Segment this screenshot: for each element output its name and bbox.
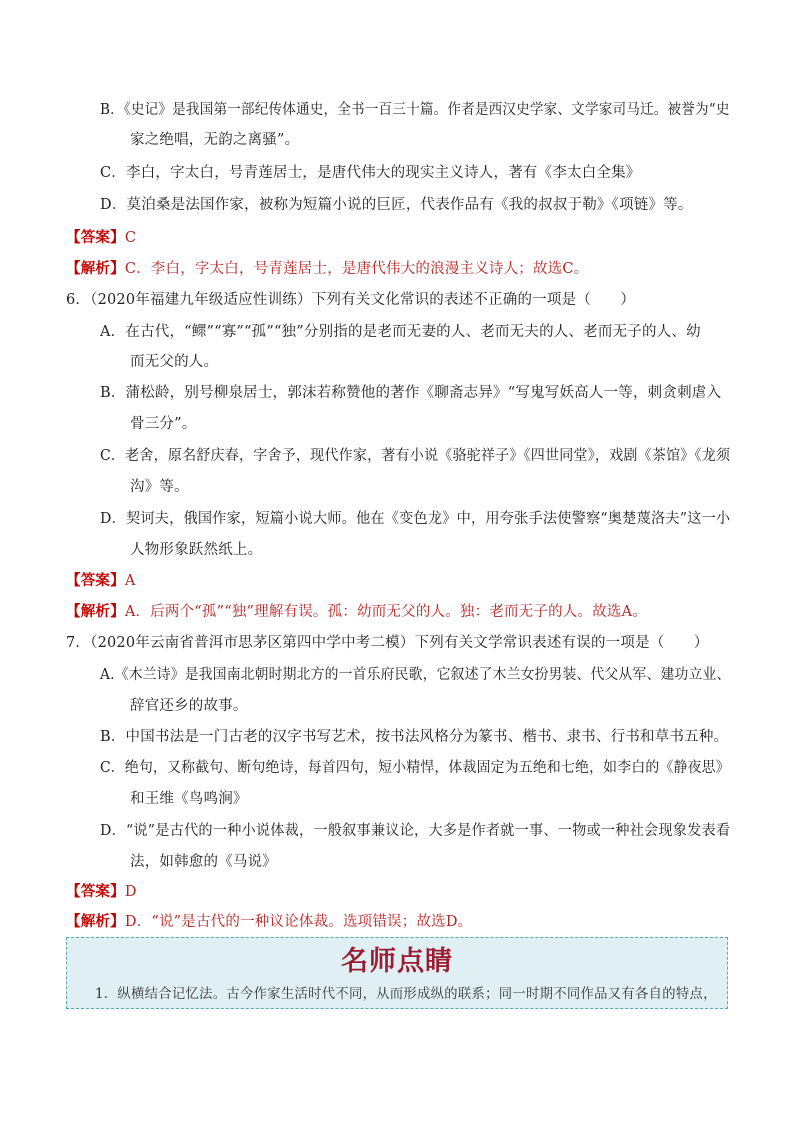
answer-tag: 【答案】 [66,883,125,900]
q7-answer [66,882,137,902]
q7-option-b: B．中国书法是一门古老的汉字书写艺术，按书法风格分为篆书、楷书、隶书、行书和草书五种。 [100,729,729,745]
q7-stem: 7．（2020年云南省普洱市思茅区第四中学中考二模）下列有关文学常识表述有误的一项是（ ） [66,635,709,651]
q6-option-b-line2: 骨三分”。 [130,416,197,432]
q6-option-a-line2: 而无父的人。 [130,354,219,370]
q5-option-c: C．李白，字太白，号青莲居士，是唐代伟大的现实主义诗人，著有《李太白全集》 [100,165,641,181]
analysis-text: A．后两个“孤”“独”理解有误。孤：幼而无父的人。独：老而无子的人。故选A。 [124,604,648,620]
q6-option-a-line1: A．在古代，“鳏”“寡”“孤”“独”分别指的是老而无妻的人、老而无夫的人、老而无子的人、幼 [100,324,701,340]
q7-option-d-line2: 法，如韩愈的《马说》 [130,854,277,870]
q7-option-a-line2: 辞官还乡的故事。 [130,698,248,714]
q6-option-d-line2: 人物形象跃然纸上。 [130,542,263,558]
answer-value: D [124,884,137,900]
tip-box-text: 1．纵横结合记忆法。古今作家生活时代不同，从而形成纵的联系；同一时期不同作品又有各自的特点， [95,986,717,1002]
analysis-text: C．李白，字太白，号青莲居士，是唐代伟大的浪漫主义诗人；故选C。 [124,261,589,277]
q5-option-b-line2: 家之绝唱，无韵之离骚”。 [130,132,300,148]
tip-box-title: 名师点睛 [341,946,453,977]
q6-answer [66,571,135,591]
q5-answer [66,228,136,248]
q6-analysis [66,602,647,622]
answer-tag: 【答案】 [66,229,125,246]
answer-value: C [124,230,137,246]
analysis-tag: 【解析】 [66,913,125,930]
analysis-tag: 【解析】 [66,603,125,620]
answer-value: A [124,573,136,589]
analysis-tag: 【解析】 [66,260,125,277]
q6-option-c-line1: C．老舍，原名舒庆春，字舍予，现代作家，著有小说《骆驼祥子》《四世同堂》，戏剧《茶馆》《龙须 [100,448,731,464]
q6-option-d-line1: D．契诃夫，俄国作家，短篇小说大师。他在《变色龙》中，用夸张手法使警察“奥楚蔑洛夫”这一小 [100,511,731,527]
q7-analysis [66,912,472,932]
q7-option-c-line1: C．绝句，又称截句、断句绝诗，每首四句，短小精悍，体裁固定为五绝和七绝，如李白的《静夜思》 [100,760,730,776]
q7-option-d-line1: D．“说”是古代的一种小说体裁，一般叙事兼议论，大多是作者就一事、一物或一种社会现象发表看 [100,823,731,839]
q7-option-c-line2: 和王维《鸟鸣涧》 [130,791,248,807]
q6-option-b-line1: B．蒲松龄，别号柳泉居士，郭沫若称赞他的著作《聊斋志异》“写鬼写妖高人一等，刺贪刺虐入 [100,385,722,401]
q6-option-c-line2: 沟》等。 [130,479,189,495]
teacher-tip-box [66,937,728,1009]
q5-option-d: D．莫泊桑是法国作家，被称为短篇小说的巨匠，代表作品有《我的叔叔于勒》《项链》等。 [100,197,693,213]
analysis-text: D．“说”是古代的一种议论体裁。选项错误；故选D。 [124,914,473,930]
q7-option-a-line1: A.《木兰诗》是我国南北朝时期北方的一首乐府民歌，它叙述了木兰女扮男装、代父从军、建功立业、 [100,667,731,683]
q5-option-b-line1: B．《史记》是我国第一部纪传体通史，全书一百三十篇。作者是西汉史学家、文学家司马迁。被誉为“史 [100,102,730,118]
q6-stem: 6．（2020年福建九年级适应性训练）下列有关文化常识的表述不正确的一项是（ ） [66,292,636,308]
answer-tag: 【答案】 [66,572,125,589]
q5-analysis [66,259,588,279]
